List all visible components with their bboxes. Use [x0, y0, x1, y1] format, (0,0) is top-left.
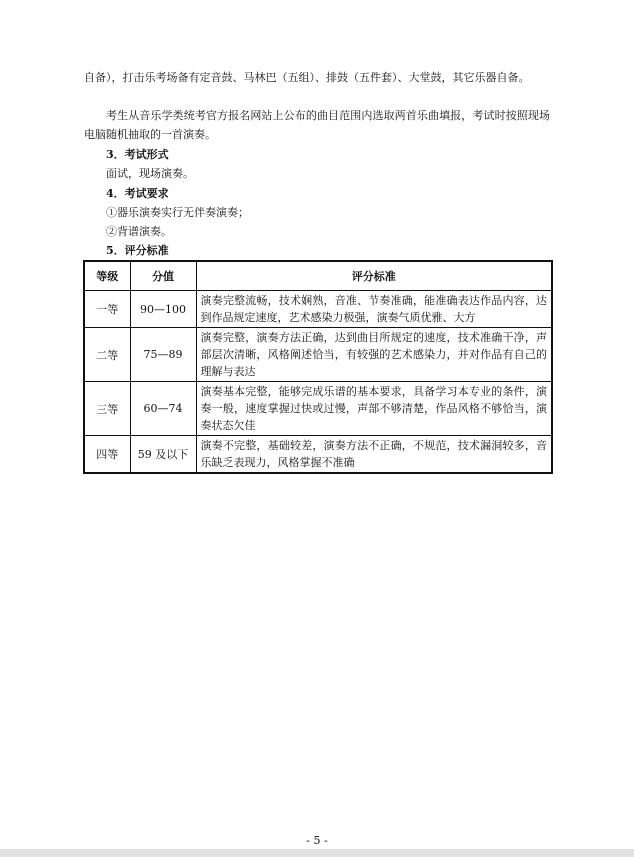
text-exam-format: 面试，现场演奏。 — [106, 167, 194, 180]
heading-exam-format: 3．考试形式 — [106, 148, 169, 161]
table-header-row — [84, 261, 552, 291]
cell-criteria: 演奏基本完整，能够完成乐谱的基本要求，具备学习本专业的条件，演奏一般，速度掌握过快或过慢，声部不够清楚，作品风格不够恰当，演奏状态欠佳 — [196, 382, 552, 436]
requirement-item: ①器乐演奏实行无伴奏演奏； — [106, 206, 249, 219]
cell-grade: 一等 — [84, 291, 130, 328]
header-criteria: 评分标准 — [196, 261, 552, 291]
page-number: - 5 - — [306, 834, 328, 847]
requirement-item: ②背谱演奏。 — [106, 225, 172, 238]
cell-score: 60—74 — [130, 382, 196, 436]
header-score: 分值 — [130, 261, 196, 291]
paragraph-repertoire: 考生从音乐学类统考官方报名网站上公布的曲目范围内选取两首乐曲填报，考试时按照现场电脑随机抽取的一首演奏。 — [84, 109, 550, 141]
header-grade: 等级 — [84, 261, 130, 291]
table-row — [84, 291, 552, 328]
heading-scoring-criteria: 5．评分标准 — [106, 244, 169, 257]
cell-grade: 四等 — [84, 436, 130, 474]
scoring-table — [83, 260, 553, 474]
cell-criteria: 演奏完整流畅，技术娴熟，音准、节奏准确，能准确表达作品内容，达到作品规定速度，艺术感染力极强，演奏气质优雅、大方 — [196, 291, 552, 328]
cell-criteria: 演奏完整，演奏方法正确，达到曲目所规定的速度，技术准确干净，声部层次清晰，风格阐述恰当，有较强的艺术感染力，并对作品有自己的理解与表达 — [196, 328, 552, 382]
table-row — [84, 328, 552, 382]
viewer-bottom-strip — [0, 849, 634, 857]
heading-exam-requirements: 4．考试要求 — [106, 187, 169, 200]
cell-score: 90—100 — [130, 291, 196, 328]
table-row — [84, 436, 552, 474]
cell-score: 75—89 — [130, 328, 196, 382]
cell-grade: 三等 — [84, 382, 130, 436]
cell-grade: 二等 — [84, 328, 130, 382]
cell-criteria: 演奏不完整，基础较差，演奏方法不正确，不规范，技术漏洞较多，音乐缺乏表现力，风格掌握不准确 — [196, 436, 552, 474]
table-row — [84, 382, 552, 436]
cell-score: 59 及以下 — [130, 436, 196, 474]
paragraph-instruments: 自备），打击乐考场备有定音鼓、马林巴（五组）、排鼓（五件套）、大堂鼓，其它乐器自备。 — [84, 71, 530, 84]
